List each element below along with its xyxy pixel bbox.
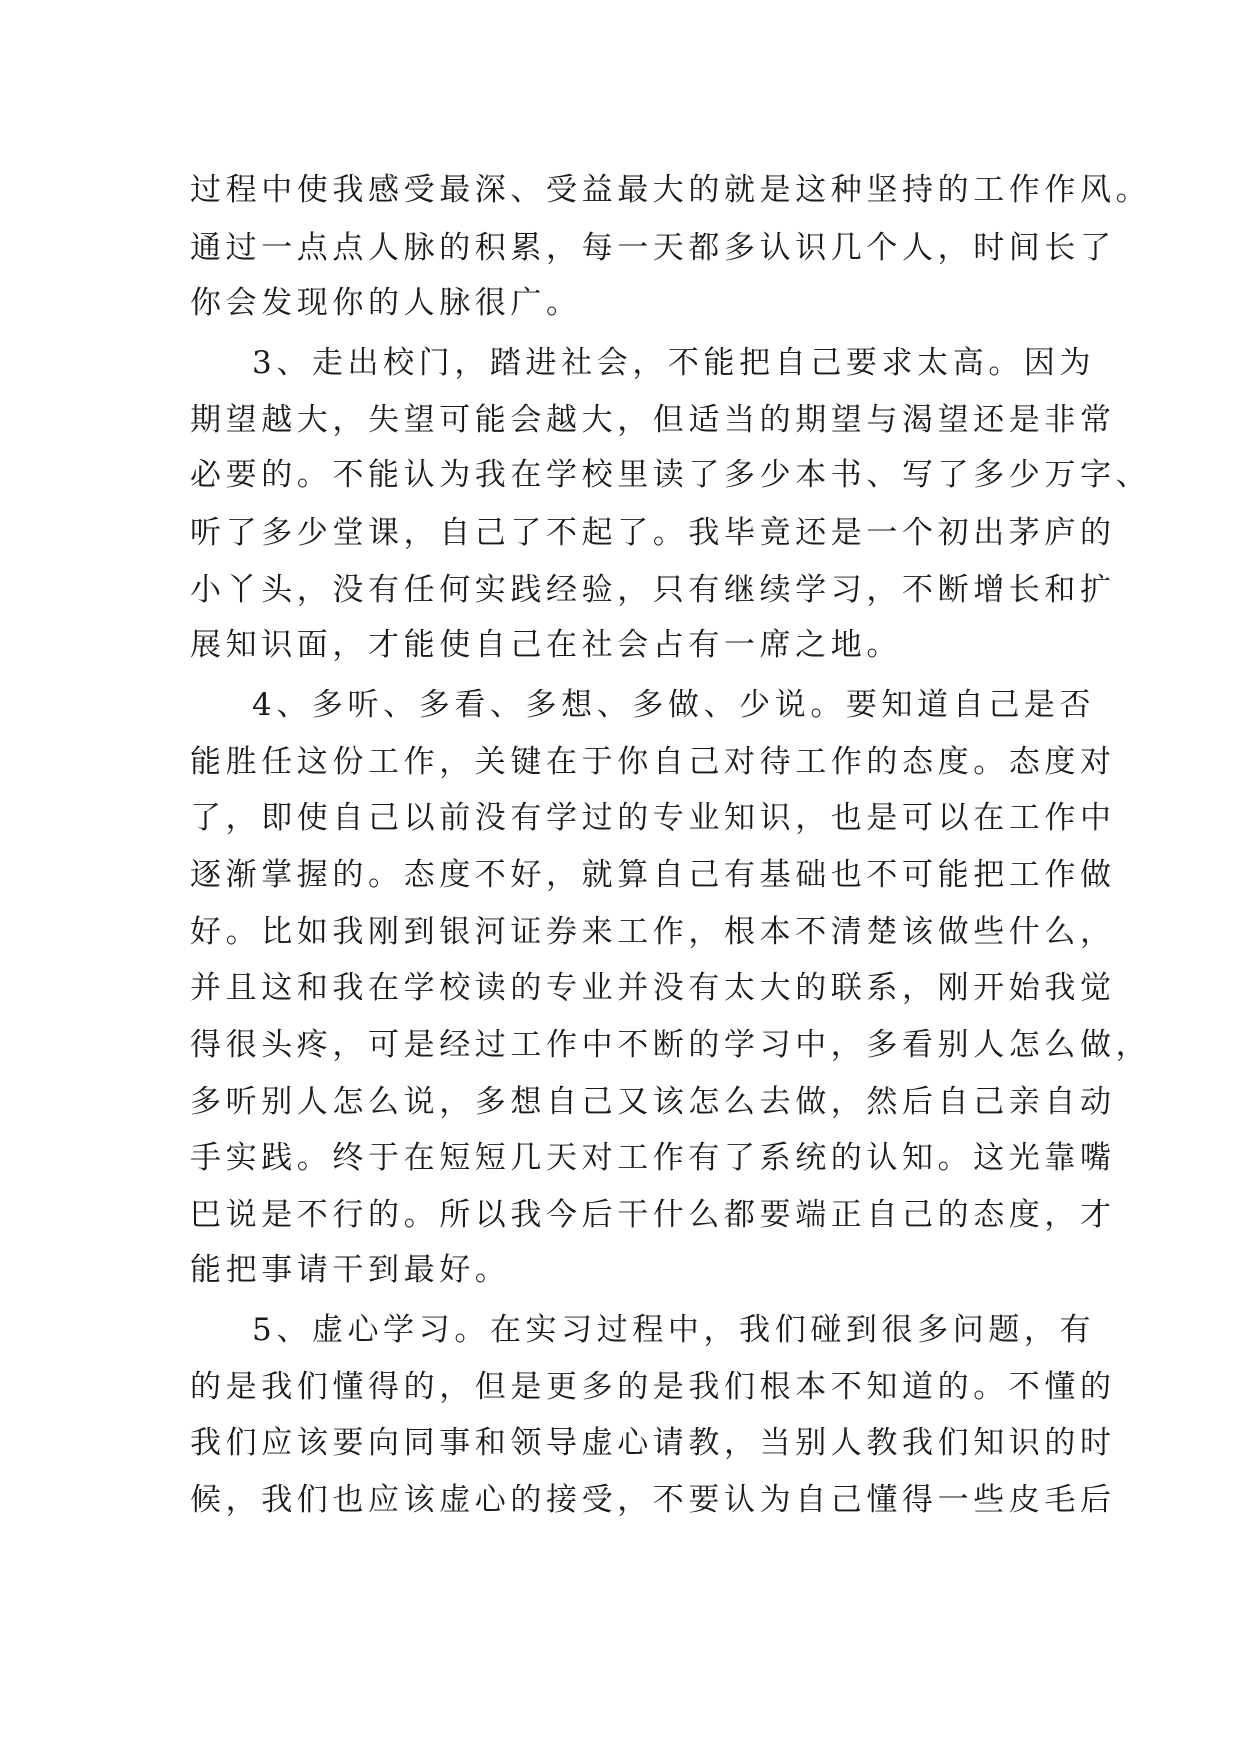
text-line: 并且这和我在学校读的专业并没有太大的联系，刚开始我觉 (190, 970, 1116, 1006)
text-line: 必要的。不能认为我在学校里读了多少本书、写了多少万字、 (190, 457, 1152, 493)
text-line: 得很头疼，可是经过工作中不断的学习中，多看别人怎么做， (190, 1027, 1152, 1063)
text-line: 能把事请干到最好。 (190, 1252, 511, 1288)
text-line: 的是我们懂得的，但是更多的是我们根本不知道的。不懂的 (190, 1369, 1116, 1405)
text-line: 我们应该要向同事和领导虚心请教，当别人教我们知识的时 (190, 1425, 1116, 1461)
paragraph-4-first-line: 4、多听、多看、多想、多做、少说。要知道自己是否 (252, 687, 1096, 723)
text-line: 过程中使我感受最深、受益最大的就是这种坚持的工作作风。 (190, 172, 1152, 208)
text-line: 手实践。终于在短短几天对工作有了系统的认知。这光靠嘴 (190, 1140, 1116, 1176)
text-line: 多听别人怎么说，多想自己又该怎么去做，然后自己亲自动 (190, 1084, 1116, 1120)
text-line: 能胜任这份工作，关键在于你自己对待工作的态度。态度对 (190, 744, 1116, 780)
text-line: 逐渐掌握的。态度不好，就算自己有基础也不可能把工作做 (190, 857, 1116, 893)
text-line: 小丫头，没有任何实践经验，只有继续学习，不断增长和扩 (190, 572, 1116, 608)
text-line: 了，即使自己以前没有学过的专业知识，也是可以在工作中 (190, 800, 1116, 836)
text-line: 好。比如我刚到银河证券来工作，根本不清楚该做些什么， (190, 914, 1116, 950)
text-line: 通过一点点人脉的积累，每一天都多认识几个人，时间长了 (190, 230, 1116, 266)
text-line: 期望越大，失望可能会越大，但适当的期望与渴望还是非常 (190, 402, 1116, 438)
paragraph-5-first-line: 5、虚心学习。在实习过程中，我们碰到很多问题，有 (252, 1312, 1096, 1348)
text-line: 候，我们也应该虚心的接受，不要认为自己懂得一些皮毛后 (190, 1482, 1116, 1518)
text-line: 听了多少堂课，自己了不起了。我毕竟还是一个初出茅庐的 (190, 515, 1116, 551)
text-line: 你会发现你的人脉很广。 (190, 285, 582, 321)
text-line: 展知识面，才能使自己在社会占有一席之地。 (190, 627, 902, 663)
paragraph-3-first-line: 3、走出校门，踏进社会，不能把自己要求太高。因为 (252, 345, 1096, 381)
text-line: 巴说是不行的。所以我今后干什么都要端正自己的态度，才 (190, 1197, 1116, 1233)
